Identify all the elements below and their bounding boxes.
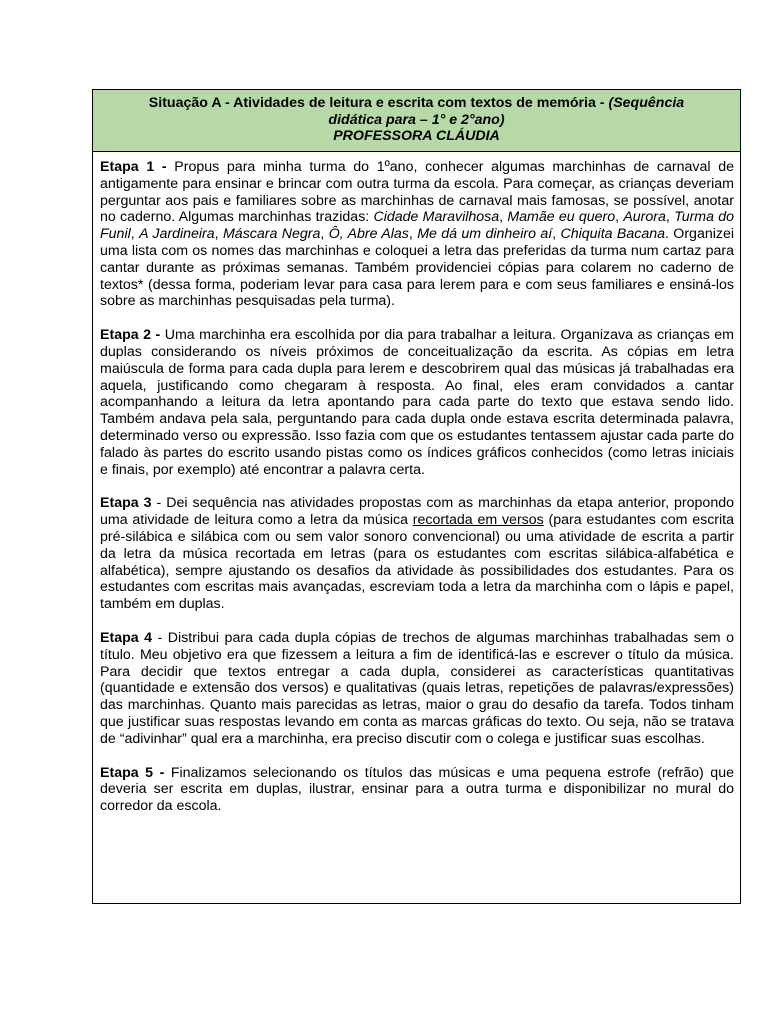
etapa-text: (para estudantes com escrita pré-silábica e silábica com ou sem valor sonoro convencional) ou uma atividade de escrita a partir da letra da música recortada em letras (para os estudantes com escritas silábica-alfabética e alfabética), sempre ajustando os desafios da atividade às possibilidades dos estudantes. Para os estudantes com escritas mais avançadas, escreviam toda a letra da marchinha com o lápis e papel, também em duplas. [100,512,734,613]
etapa-text: Uma marchinha era escolhida por dia para trabalhar a leitura. Organizava as crianças em duplas considerando os níveis próximos de conceitualização da escrita. As cópias em letra maiúscula de forma para cada dupla para lerem e descobrirem qual das músicas já trabalhadas era aquela, justificando como chegaram à resposta. Ao final, eles eram convidados a cantar acompanhando a leitura da letra apontando para cada parte do texto que estava sendo lido. Também andava pela sala, perguntando para cada dupla onde estava escrita determinada palavra, determinado verso ou expressão. Isso fazia com que os estudantes tentassem ajustar cada parte do falado às partes do escrito usando pistas como os índices gráficos conhecidos (como letras iniciais e finais, por exemplo) até encontrar a palavra certa. [100,327,734,478]
song-title: Chiquita Bacana [560,226,665,243]
etapa-text: , [665,209,675,226]
song-title: Me dá um dinheiro aí [417,226,553,243]
etapa-text: Finalizamos selecionando os títulos das músicas e uma pequena estrofe (refrão) que deveria ser escrita em duplas, ilustrar, ensinar para a outra turma e disponibilizar no mural do corredor da escola. [100,764,734,815]
etapa-text: - Dei sequência nas atividades propostas com as marchinhas da etapa anterior, propondo uma atividade de leitura como a letra da música [100,495,734,529]
table-header [93,90,740,152]
song-title: Mamãe eu quero [507,209,616,226]
song-title: Turma do Funil [100,209,735,243]
header-title: Situação A - Atividades de leitura e escrita com textos de memória - [148,95,605,111]
etapa-text: - Distribui para cada dupla cópias de trechos de algumas marchinhas trabalhadas sem o título. Meu objetivo era que fizessem a leitura a fim de identificá-las e escrever o título da música. Para decidir que textos entregar a cada dupla, considerei as características quantitativas (quantidade e extensão dos versos) e qualitativas (quais letras, repetições de palavras/expressões) das marchinhas. Quanto mais parecidas as letras, maior o grau do desafio da tarefa. Todos tinham que justificar suas respostas levando em conta as marcas gráficas do texto. Ou seja, não se tratava de “adivinhar” qual era a marchinha, era preciso discutir com o colega e justificar suas escolhas. [100,629,735,747]
etapa-4 [100,630,734,748]
etapa-label: Etapa 4 [100,629,153,646]
etapa-label: Etapa 2 - [100,327,161,344]
etapa-text: Propus para minha turma do 1ºano, conhecer algumas marchinhas de carnaval de antigamente para ensinar e brincar com outra turma da escola. Para começar, as crianças deveriam perguntar aos pais e familiares sobre as marchinhas de carnaval mais famosas, se possível, anotar no caderno. Algumas marchinhas trazidas: [100,159,734,226]
etapa-text: . Organizei uma lista com os nomes das marchinhas e coloquei a letra das preferidas da turma num cartaz para cantar durante as próximas semanas. Também providenciei cópias para colarem no caderno de textos* (dessa forma, poderiam levar para casa para lerem para e com seus familiares e ensiná-los sobre as marchinhas pesquisadas pela turma). [100,226,735,310]
etapa-3 [100,495,734,613]
activity-table [92,89,741,904]
header-subtitle-italic-2: didática para – 1° e 2°ano) [328,111,505,128]
song-title: Máscara Negra [222,226,321,243]
etapa-1 [100,159,734,310]
header-subtitle-italic-1: (Sequência [608,95,685,111]
etapa-text: , [320,226,329,243]
underlined-text: recortada em versos [412,512,544,529]
song-title: Ô, Abre Alas [328,226,409,243]
song-title: Cidade Maravilhosa [373,209,500,226]
etapa-label: Etapa 5 - [100,764,165,781]
etapa-5 [100,765,734,815]
etapa-2 [100,327,734,478]
etapa-text: , [499,209,508,226]
song-title: A Jardineira [139,226,215,243]
etapa-text: , [615,209,624,226]
song-title: Aurora [623,209,666,226]
etapa-text: , [552,226,561,243]
etapa-text: , [408,226,418,243]
etapa-text: , [130,226,140,243]
etapa-label: Etapa 3 [100,495,152,512]
teacher-name: PROFESSORA CLÁUDIA [333,128,500,145]
etapa-text: , [214,226,223,243]
table-body [93,152,740,815]
header-title-line [113,95,720,112]
etapa-label: Etapa 1 - [100,159,167,175]
